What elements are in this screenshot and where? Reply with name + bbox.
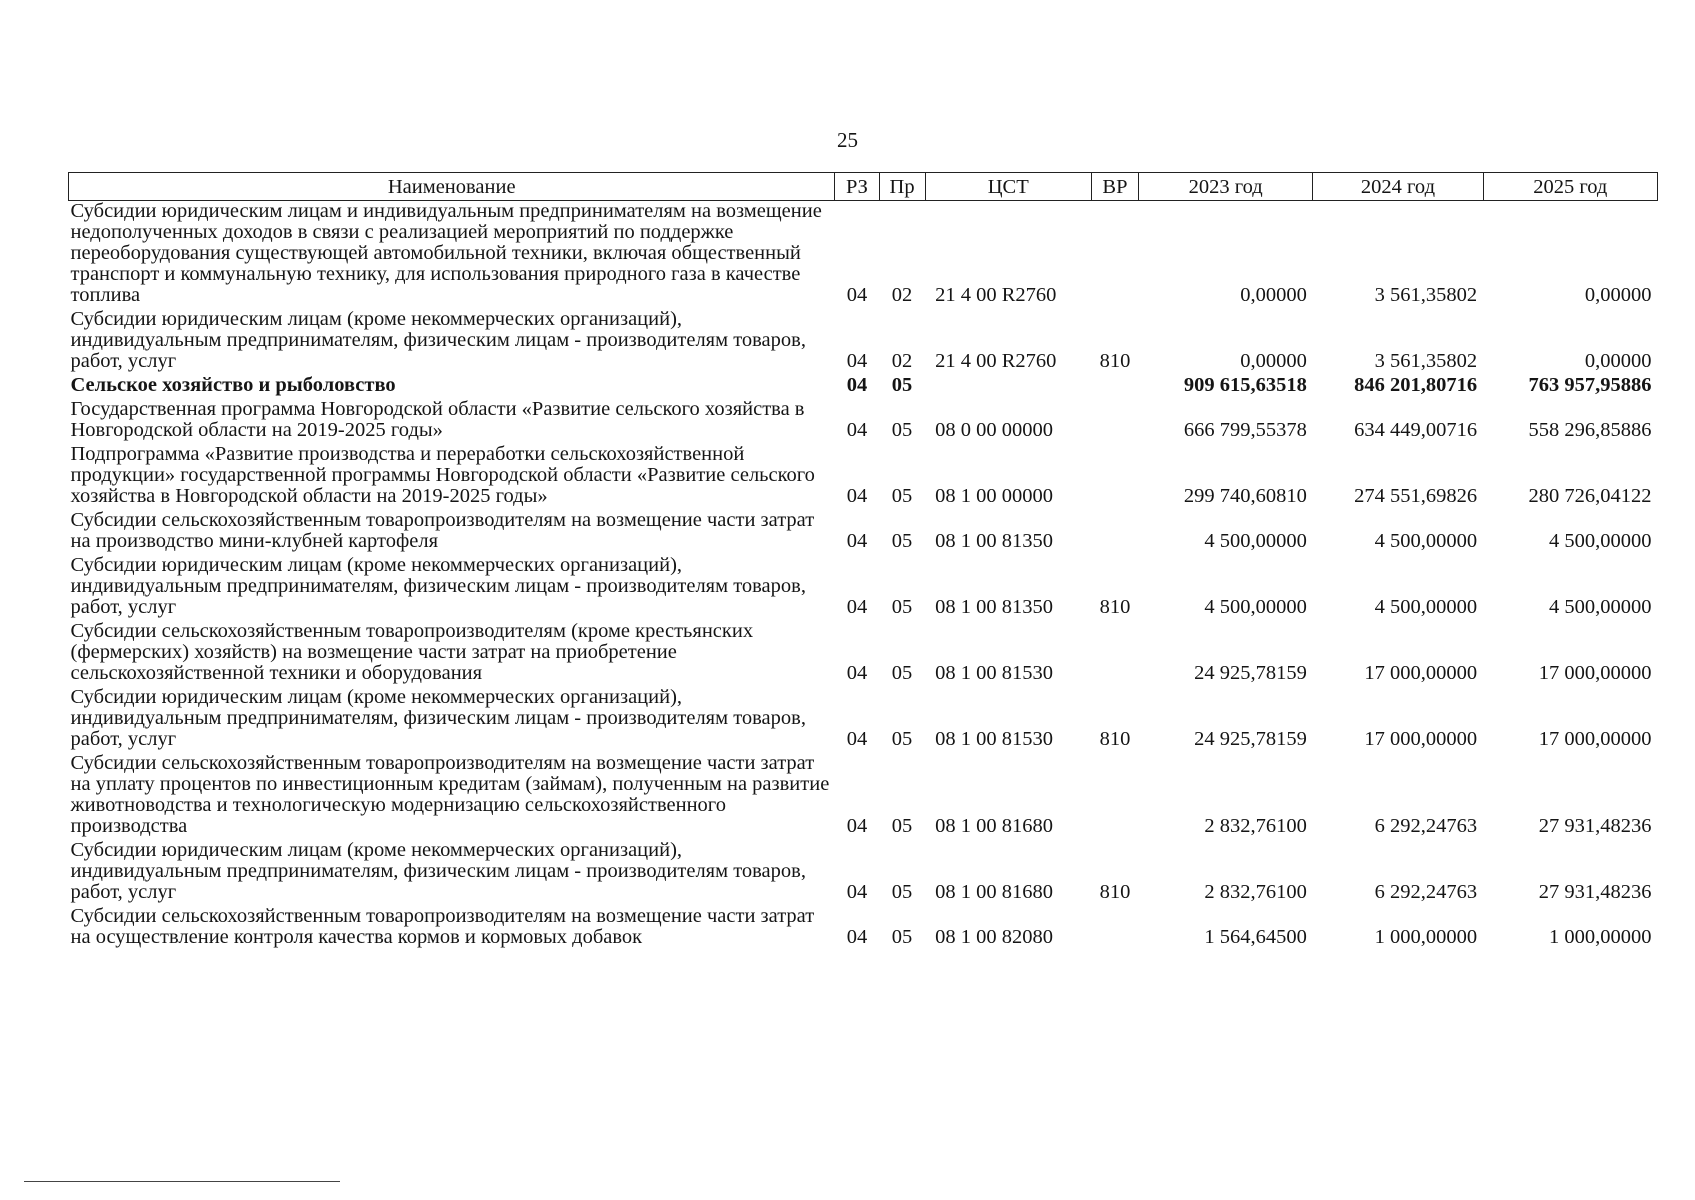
row-vr (1091, 753, 1138, 840)
row-value-2024: 6 292,24763 (1374, 815, 1478, 837)
row-cst: 21 4 00 R2760 (935, 350, 1057, 372)
row-rz: 04 (846, 926, 868, 948)
row-pr: 05 (891, 728, 913, 750)
row-value-2024: 634 449,00716 (1354, 419, 1478, 441)
table-row (69, 510, 1658, 555)
row-value-2024: 1 000,00000 (1374, 926, 1478, 948)
row-rz: 04 (846, 284, 868, 306)
row-value-2025: 4 500,00000 (1549, 530, 1652, 552)
row-cst (925, 375, 1091, 399)
row-name: Субсидии сельскохозяйственным товаропроизводителям (кроме крестьянских (фермерских) хозяйств) на возмещение части затрат на приобретение сельскохозяйственной техники и оборудования (70, 620, 754, 684)
row-value-2024: 3 561,35802 (1374, 284, 1478, 306)
row-vr: 810 (1099, 881, 1131, 903)
header-pr: Пр (879, 173, 925, 201)
row-name: Субсидии юридическим лицам (кроме некоммерческих организаций), индивидуальным предпринимателям, физическим лицам - производителям товаров, работ, услуг (70, 839, 806, 903)
header-vr: ВР (1091, 173, 1138, 201)
row-vr: 810 (1099, 728, 1131, 750)
row-pr: 02 (891, 350, 913, 372)
row-value-2023: 24 925,78159 (1194, 728, 1307, 750)
row-value-2025: 27 931,48236 (1538, 815, 1652, 837)
row-value-2023: 2 832,76100 (1204, 881, 1307, 903)
row-name: Субсидии юридическим лицам (кроме некоммерческих организаций), индивидуальным предпринимателям, физическим лицам - производителям товаров, работ, услуг (70, 686, 806, 750)
table-row (69, 375, 1658, 399)
row-rz: 04 (846, 728, 868, 750)
table-row (69, 201, 1658, 310)
table-row (69, 753, 1658, 840)
row-vr: 810 (1099, 596, 1131, 618)
row-value-2025: 558 296,85886 (1528, 419, 1652, 441)
row-value-2023: 4 500,00000 (1204, 530, 1307, 552)
row-rz: 04 (846, 815, 868, 837)
row-value-2024: 274 551,69826 (1354, 485, 1478, 507)
row-value-2024: 17 000,00000 (1364, 728, 1478, 750)
row-vr (1091, 444, 1138, 510)
header-cst: ЦСТ (925, 173, 1091, 201)
row-name: Субсидии юридическим лицам (кроме некоммерческих организаций), индивидуальным предпринимателям, физическим лицам - производителям товаров, работ, услуг (70, 554, 806, 618)
row-rz: 04 (846, 596, 868, 618)
row-vr: 810 (1099, 350, 1131, 372)
row-cst: 21 4 00 R2760 (935, 284, 1057, 306)
row-value-2025: 4 500,00000 (1549, 596, 1652, 618)
row-cst: 08 1 00 81680 (935, 815, 1053, 837)
header-2023: 2023 год (1138, 173, 1312, 201)
row-cst: 08 1 00 82080 (935, 926, 1053, 948)
row-pr: 05 (891, 530, 913, 552)
row-value-2024: 846 201,80716 (1354, 374, 1478, 396)
row-value-2023: 4 500,00000 (1204, 596, 1307, 618)
row-value-2025: 0,00000 (1584, 350, 1652, 372)
row-name: Субсидии юридическим лицам (кроме некоммерческих организаций), индивидуальным предпринимателям, физическим лицам - производителям товаров, работ, услуг (70, 308, 806, 372)
row-pr: 05 (891, 881, 913, 903)
row-vr (1091, 201, 1138, 310)
header-rz: РЗ (835, 173, 879, 201)
row-name: Субсидии юридическим лицам и индивидуальным предпринимателям на возмещение недополученных доходов в связи с реализацией мероприятий по поддержке переоборудования существующей автомобильной техники, включая общественный транспорт и коммунальную технику, для использования природного газа в качестве топлива (70, 200, 822, 306)
table-row (69, 687, 1658, 753)
row-pr: 05 (891, 926, 913, 948)
row-cst: 08 1 00 81350 (935, 530, 1053, 552)
row-rz: 04 (846, 662, 868, 684)
row-value-2023: 2 832,76100 (1204, 815, 1307, 837)
row-rz: 04 (846, 419, 868, 441)
table-body (69, 201, 1658, 952)
row-vr (1091, 510, 1138, 555)
row-pr: 05 (891, 374, 913, 396)
row-vr (1091, 399, 1138, 444)
row-rz: 04 (846, 881, 868, 903)
row-value-2025: 17 000,00000 (1538, 728, 1652, 750)
row-value-2024: 4 500,00000 (1374, 596, 1478, 618)
row-cst: 08 1 00 81680 (935, 881, 1053, 903)
row-value-2025: 1 000,00000 (1549, 926, 1652, 948)
row-name: Государственная программа Новгородской области «Развитие сельского хозяйства в Новгородской области на 2019-2025 годы» (70, 398, 805, 441)
table-row (69, 621, 1658, 687)
row-name: Субсидии сельскохозяйственным товаропроизводителям на возмещение части затрат на уплату процентов по инвестиционным кредитам (займам), полученным на развитие животноводства и технологическую модернизацию сельскохозяйственного производства (70, 752, 830, 837)
row-value-2023: 0,00000 (1240, 350, 1307, 372)
row-pr: 05 (891, 815, 913, 837)
budget-table (68, 172, 1658, 951)
row-value-2023: 1 564,64500 (1204, 926, 1307, 948)
header-2024: 2024 год (1313, 173, 1483, 201)
header-name: Наименование (69, 173, 835, 201)
row-pr: 05 (891, 485, 913, 507)
row-rz: 04 (846, 350, 868, 372)
row-cst: 08 1 00 81530 (935, 728, 1053, 750)
table-row (69, 399, 1658, 444)
table-row (69, 555, 1658, 621)
row-cst: 08 1 00 81530 (935, 662, 1053, 684)
row-name: Подпрограмма «Развитие производства и переработки сельскохозяйственной продукции» государственной программы Новгородской области «Развитие сельского хозяйства в Новгородской области на 2019-2025 годы» (70, 443, 815, 507)
row-cst: 08 1 00 00000 (935, 485, 1053, 507)
table-header-row (69, 173, 1658, 201)
row-value-2023: 299 740,60810 (1183, 485, 1307, 507)
row-cst: 08 1 00 81350 (935, 596, 1053, 618)
table-row (69, 840, 1658, 906)
row-value-2024: 4 500,00000 (1374, 530, 1478, 552)
page-number: 25 (837, 128, 858, 152)
row-name: Субсидии сельскохозяйственным товаропроизводителям на возмещение части затрат на производство мини-клубней картофеля (70, 509, 815, 552)
row-value-2025: 17 000,00000 (1538, 662, 1652, 684)
row-value-2023: 24 925,78159 (1194, 662, 1307, 684)
row-rz: 04 (846, 485, 868, 507)
row-pr: 02 (891, 284, 913, 306)
table-row (69, 309, 1658, 375)
footer-rule (24, 1181, 340, 1182)
row-rz: 04 (846, 530, 868, 552)
row-vr (1091, 621, 1138, 687)
row-pr: 05 (891, 596, 913, 618)
row-value-2023: 666 799,55378 (1183, 419, 1307, 441)
header-2025: 2025 год (1483, 173, 1657, 201)
row-cst: 08 0 00 00000 (935, 419, 1053, 441)
row-value-2024: 3 561,35802 (1374, 350, 1478, 372)
row-value-2023: 909 615,63518 (1183, 374, 1307, 396)
row-name: Сельское хозяйство и рыболовство (70, 374, 396, 396)
row-vr (1091, 375, 1138, 399)
row-value-2024: 6 292,24763 (1374, 881, 1478, 903)
row-vr (1091, 906, 1138, 951)
row-value-2025: 280 726,04122 (1528, 485, 1652, 507)
table-row (69, 444, 1658, 510)
row-value-2025: 0,00000 (1584, 284, 1652, 306)
row-rz: 04 (846, 374, 868, 396)
row-value-2024: 17 000,00000 (1364, 662, 1478, 684)
row-name: Субсидии сельскохозяйственным товаропроизводителям на возмещение части затрат на осуществление контроля качества кормов и кормовых добавок (70, 905, 815, 948)
row-pr: 05 (891, 662, 913, 684)
row-pr: 05 (891, 419, 913, 441)
row-value-2025: 763 957,95886 (1528, 374, 1652, 396)
row-value-2025: 27 931,48236 (1538, 881, 1652, 903)
table-row (69, 906, 1658, 951)
row-value-2023: 0,00000 (1240, 284, 1307, 306)
